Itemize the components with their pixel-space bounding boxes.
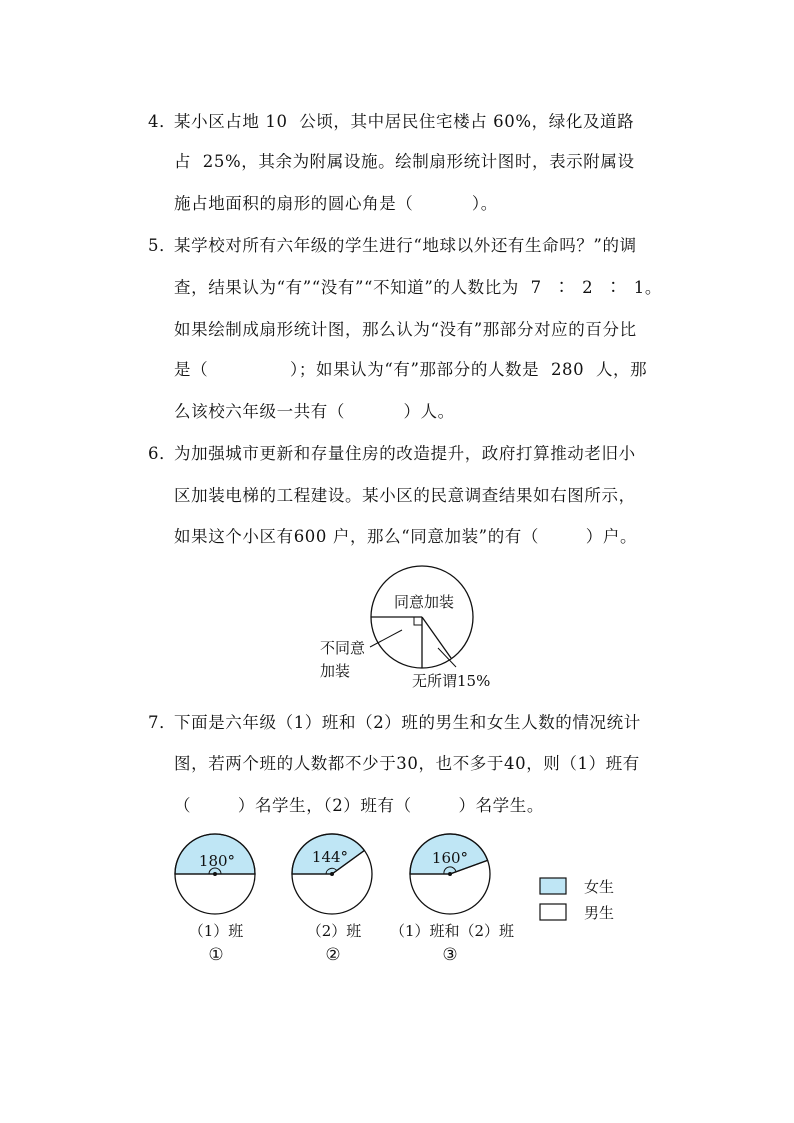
question-text-line: 查，结果认为“有”“没有”“不知道”的人数比为 7 ∶ 2 ∶ 1。 (174, 278, 662, 297)
pie-number: ② (325, 945, 341, 965)
q6-indifferent-label: 无所谓15% (412, 672, 491, 690)
pie-number: ③ (442, 945, 458, 965)
q6-disagree-label: 不同意 (320, 639, 366, 657)
center-dot (213, 872, 217, 876)
question-number: 7． (148, 713, 177, 732)
question-text-line: 区加装电梯的工程建设。某小区的民意调查结果如右图所示， (174, 486, 636, 505)
question-text-line: 是（ ）；如果认为“有”那部分的人数是 280 人，那 (174, 360, 648, 379)
question-number: 4． (148, 112, 177, 131)
pie-caption: （2）班 (306, 922, 362, 940)
pie-combined (390, 834, 514, 965)
pie-caption: （1）班 (188, 922, 244, 940)
question-text-line: 如果这个小区有600 户，那么“同意加装”的有（ ）户。 (174, 527, 638, 546)
pie-class-2 (292, 834, 372, 965)
question-text-line: 某小区占地 10 公顷，其中居民住宅楼占 60%，绿化及道路 (174, 112, 635, 131)
legend (540, 878, 614, 922)
question-text-line: 某学校对所有六年级的学生进行“地球以外还有生命吗？”的调 (174, 236, 637, 255)
question-text-line: 么该校六年级一共有（ ）人。 (174, 402, 455, 421)
q6-agree-label: 同意加装 (393, 593, 455, 611)
question-text-line: （ ）名学生，（2）班有（ ）名学生。 (174, 796, 544, 815)
center-dot (448, 872, 452, 876)
q7-pie-charts (160, 828, 640, 973)
question-text-line: 为加强城市更新和存量住房的改造提升，政府打算推动老旧小 (174, 444, 636, 463)
question-text-line: 占 25%，其余为附属设施。绘制扇形统计图时，表示附属设 (174, 152, 635, 171)
center-dot (330, 872, 334, 876)
pie-number: ① (208, 945, 224, 965)
q6-disagree-label: 加装 (320, 662, 351, 680)
question-number: 6． (148, 444, 177, 463)
question-number: 5． (148, 236, 177, 255)
angle-label: 180° (198, 852, 236, 870)
legend-label-male: 男生 (584, 904, 615, 922)
pie-caption: （1）班和（2）班 (389, 922, 515, 940)
angle-label: 144° (311, 848, 349, 866)
question-text-line: 如果绘制成扇形统计图，那么认为“没有”那部分对应的百分比 (174, 320, 637, 339)
question-text-line: 施占地面积的扇形的圆心角是（ ）。 (174, 194, 498, 213)
question-text-line: 下面是六年级（1）班和（2）班的男生和女生人数的情况统计 (174, 713, 641, 732)
legend-swatch-male (540, 904, 566, 920)
legend-label-female: 女生 (584, 878, 615, 896)
angle-label: 160° (431, 849, 469, 867)
question-text-line: 图，若两个班的人数都不少于30，也不多于40，则（1）班有 (174, 754, 640, 773)
q6-pie-chart (310, 560, 520, 700)
pie-class-1 (175, 834, 255, 965)
legend-swatch-female (540, 878, 566, 894)
